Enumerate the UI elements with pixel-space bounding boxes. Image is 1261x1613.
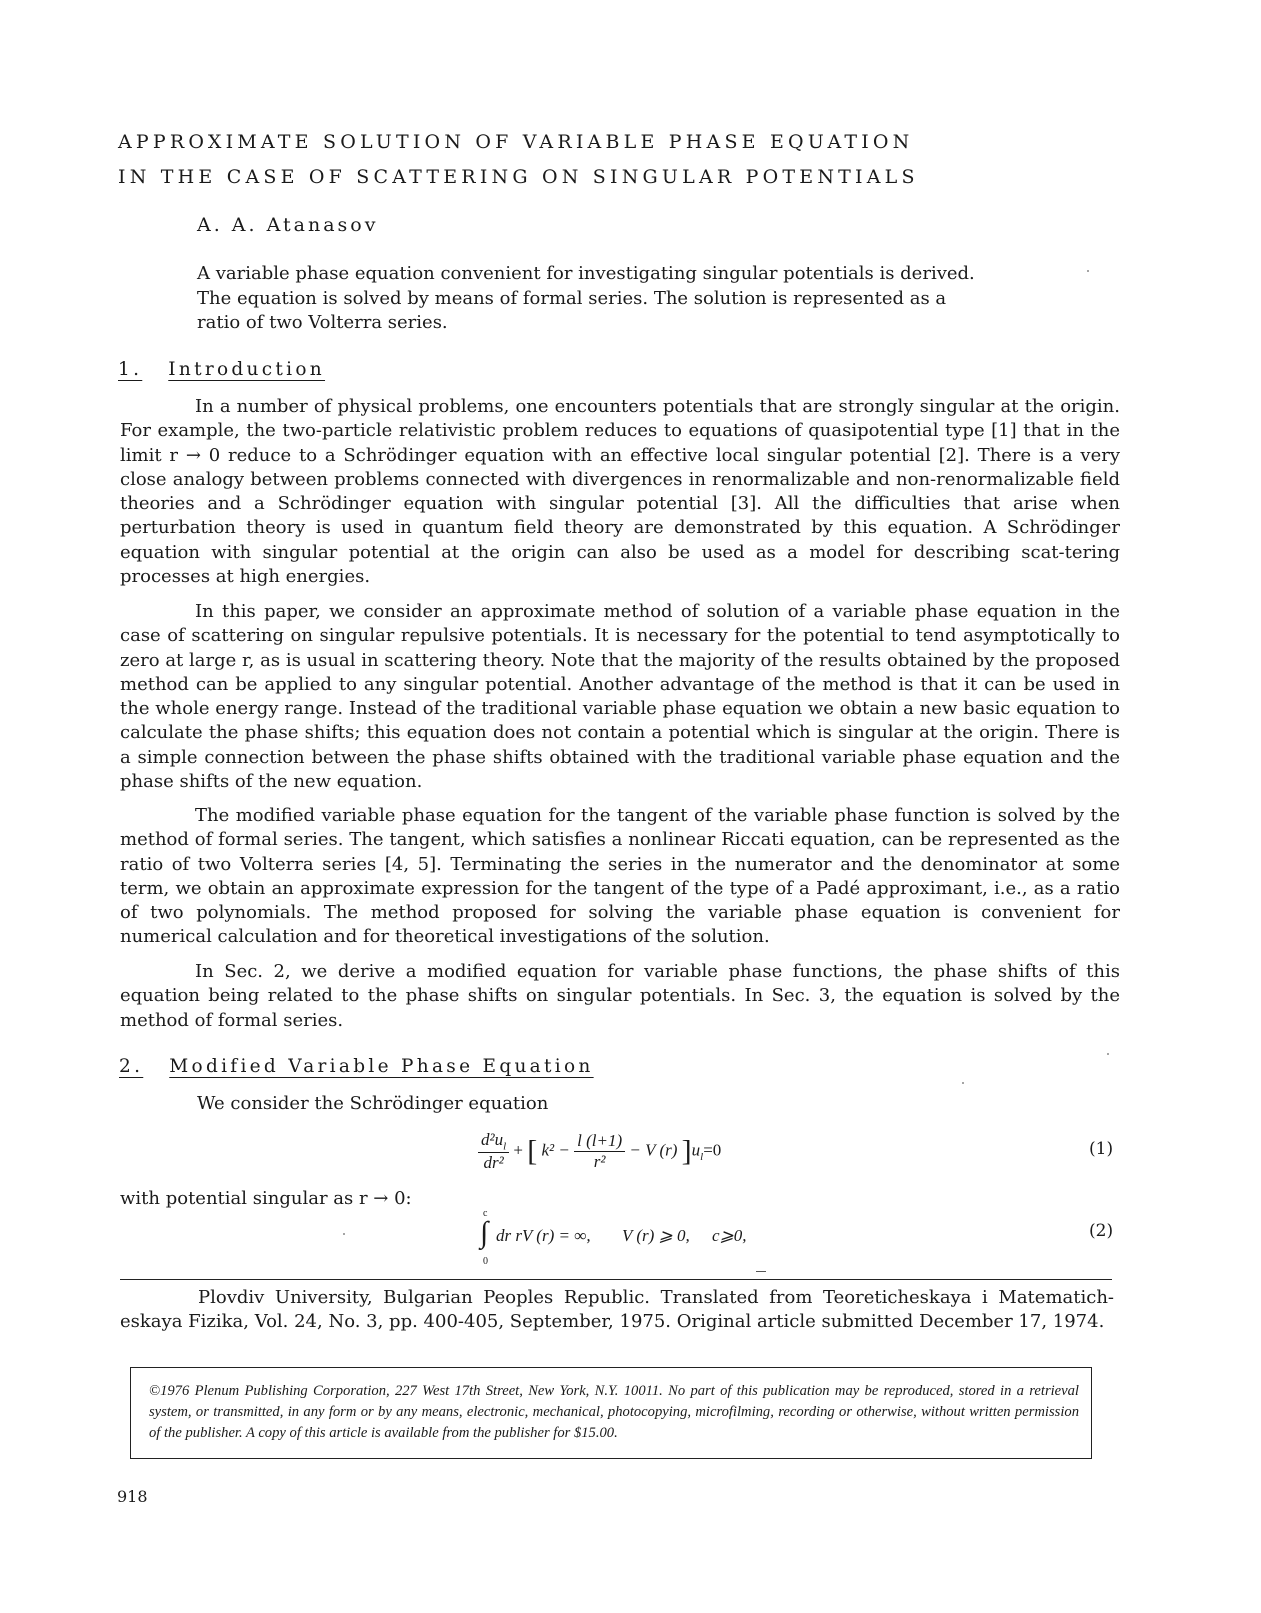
section-2-intro: We consider the Schrödinger equation bbox=[197, 1093, 549, 1114]
equation-2-label: (2) bbox=[1089, 1221, 1114, 1241]
scan-speck bbox=[343, 1233, 345, 1235]
eq1-k2: k² − bbox=[541, 1140, 570, 1160]
copyright-box bbox=[130, 1367, 1092, 1459]
bracket-close: ] bbox=[681, 1134, 692, 1168]
section-2-between: with potential singular as r → 0: bbox=[120, 1188, 412, 1209]
eq1-tail: − V (r) bbox=[629, 1140, 678, 1160]
section-1-body bbox=[120, 600, 1120, 794]
scan-speck bbox=[1087, 270, 1089, 272]
eq1-den-mid: r² bbox=[593, 1152, 606, 1172]
eq2-cond2: c⩾0, bbox=[712, 1226, 747, 1245]
section-1-number: 1. bbox=[118, 359, 143, 380]
section-2-number: 2. bbox=[119, 1056, 144, 1077]
scan-speck bbox=[1107, 1053, 1109, 1055]
equation-1 bbox=[478, 1130, 721, 1173]
page-number: 918 bbox=[117, 1487, 148, 1506]
frac-d2u bbox=[478, 1130, 509, 1173]
paragraph: The modified variable phase equation for the tangent of the variable phase function is solved by the method of formal series. The tangent, which satisfies a nonlinear Riccati equation, can be represented as the ratio of two Volterra series [4, 5]. Terminating the series in the numerator and the denominator at some term, we obtain an approximate expression for the tangent of the type of a Padé approximant, i.e., as a ratio of two polynomials. The method proposed for solving the variable phase equation is convenient for numerical calculation and for theoretical investigations of the solution. bbox=[120, 805, 1120, 948]
paragraph: In this paper, we consider an approximate method of solution of a variable phase equation in the case of scattering on singular repulsive potentials. It is necessary for the potential to tend asymptotically to zero at large r, as is usual in scattering theory. Note that the majority of the results obtained by the proposed method can be applied to any singular potential. Another advantage of the method is that it can be used in the whole energy range. Instead of the traditional variable phase equation we obtain a new basic equation to calculate the phase shifts; this equation does not contain a potential which is singular at the origin. There is a simple connection between the phase shifts obtained with the traditional variable phase equation and the phase shifts of the new equation. bbox=[120, 601, 1120, 793]
footnote-rule bbox=[120, 1279, 1112, 1280]
paragraph: In a number of physical problems, one encounters potentials that are strongly singular at the origin. For example, the two-particle relativistic problem reduces to equations of quasipotential type [1] that in the limit r → 0 reduce to a Schrödinger equation with an effective local singular potential [2]. There is a very close analogy between problems connected with divergences in renormalizable and non-renormalizable field theories and a Schrödinger equation with singular potential [3]. All the difficulties that arise when perturbation theory is used in quantum field theory are demonstrated by this equation. A Schrödinger equation with singular potential at the origin can also be used as a model for describing scat-tering processes at high energies. bbox=[120, 396, 1120, 588]
copyright-text: ©1976 Plenum Publishing Corporation, 227 West 17th Street, New York, N.Y. 10011. No part of this publication may be reproduced, stored in a retrieval system, or transmitted, in any form or by any means, electronic, mechanical, photocopying, microfilming, recording or otherwise, without written permission of the publisher. A copy of this article is available from the publisher for $15.00. bbox=[149, 1383, 1079, 1441]
abstract-line: The equation is solved by means of formal series. The solution is represented as a bbox=[197, 287, 947, 309]
eq2-cond1: V (r) ⩾ 0, bbox=[622, 1226, 690, 1245]
title-line-2: IN THE CASE OF SCATTERING ON SINGULAR POTENTIALS bbox=[118, 166, 919, 188]
section-1-heading bbox=[118, 359, 325, 380]
footnote-text: Plovdiv University, Bulgarian Peoples Republic. Translated from Teoreticheskaya i Matematich-eskaya Fizika, Vol. 24, No. 3, pp. 400-405, September, 1975. Original article submitted December 17, 1974. bbox=[120, 1287, 1114, 1332]
eq2-lower-limit: 0 bbox=[483, 1256, 488, 1267]
integral-sign: ∫ bbox=[480, 1216, 489, 1249]
eq1-num-mid: l (l+1) bbox=[574, 1131, 625, 1152]
section-1-body bbox=[120, 960, 1120, 1033]
title-line-1: APPROXIMATE SOLUTION OF VARIABLE PHASE EQUATION bbox=[118, 131, 914, 153]
equation-1-label: (1) bbox=[1089, 1139, 1114, 1159]
abstract-line: A variable phase equation convenient for investigating singular potentials is derived. bbox=[197, 263, 975, 284]
author: A. A. Atanasov bbox=[197, 214, 379, 236]
eq1-after: u bbox=[691, 1140, 701, 1160]
section-1-body bbox=[120, 395, 1120, 589]
eq1-den-left: dr² bbox=[483, 1153, 504, 1173]
eq1-sub-l2: l bbox=[700, 1151, 704, 1163]
section-1-body bbox=[120, 804, 1120, 950]
stray-mark bbox=[756, 1271, 766, 1272]
paragraph: In Sec. 2, we derive a modified equation for variable phase functions, the phase shifts of this equation being related to the phase shifts on singular potentials. In Sec. 3, the equation is solved by the method of formal series. bbox=[120, 961, 1120, 1031]
section-2-title: Modified Variable Phase Equation bbox=[169, 1056, 594, 1077]
bracket-open: [ bbox=[527, 1134, 538, 1168]
footnote bbox=[120, 1286, 1114, 1333]
eq1-num-left: d²u bbox=[481, 1130, 504, 1149]
abstract-line: ratio of two Volterra series. bbox=[197, 312, 448, 333]
eq2-upper-limit: c bbox=[483, 1208, 488, 1219]
section-1-title: Introduction bbox=[168, 359, 326, 380]
scan-speck bbox=[962, 1082, 964, 1084]
abstract bbox=[197, 262, 1017, 336]
section-2-heading bbox=[119, 1056, 594, 1077]
eq2-integrand: dr rV (r) = ∞, bbox=[496, 1226, 591, 1245]
eq1-equals: =0 bbox=[703, 1140, 722, 1160]
eq1-sub-l: l bbox=[503, 1140, 507, 1153]
frac-l-l1 bbox=[574, 1131, 625, 1172]
eq1-plus: + bbox=[513, 1140, 524, 1160]
